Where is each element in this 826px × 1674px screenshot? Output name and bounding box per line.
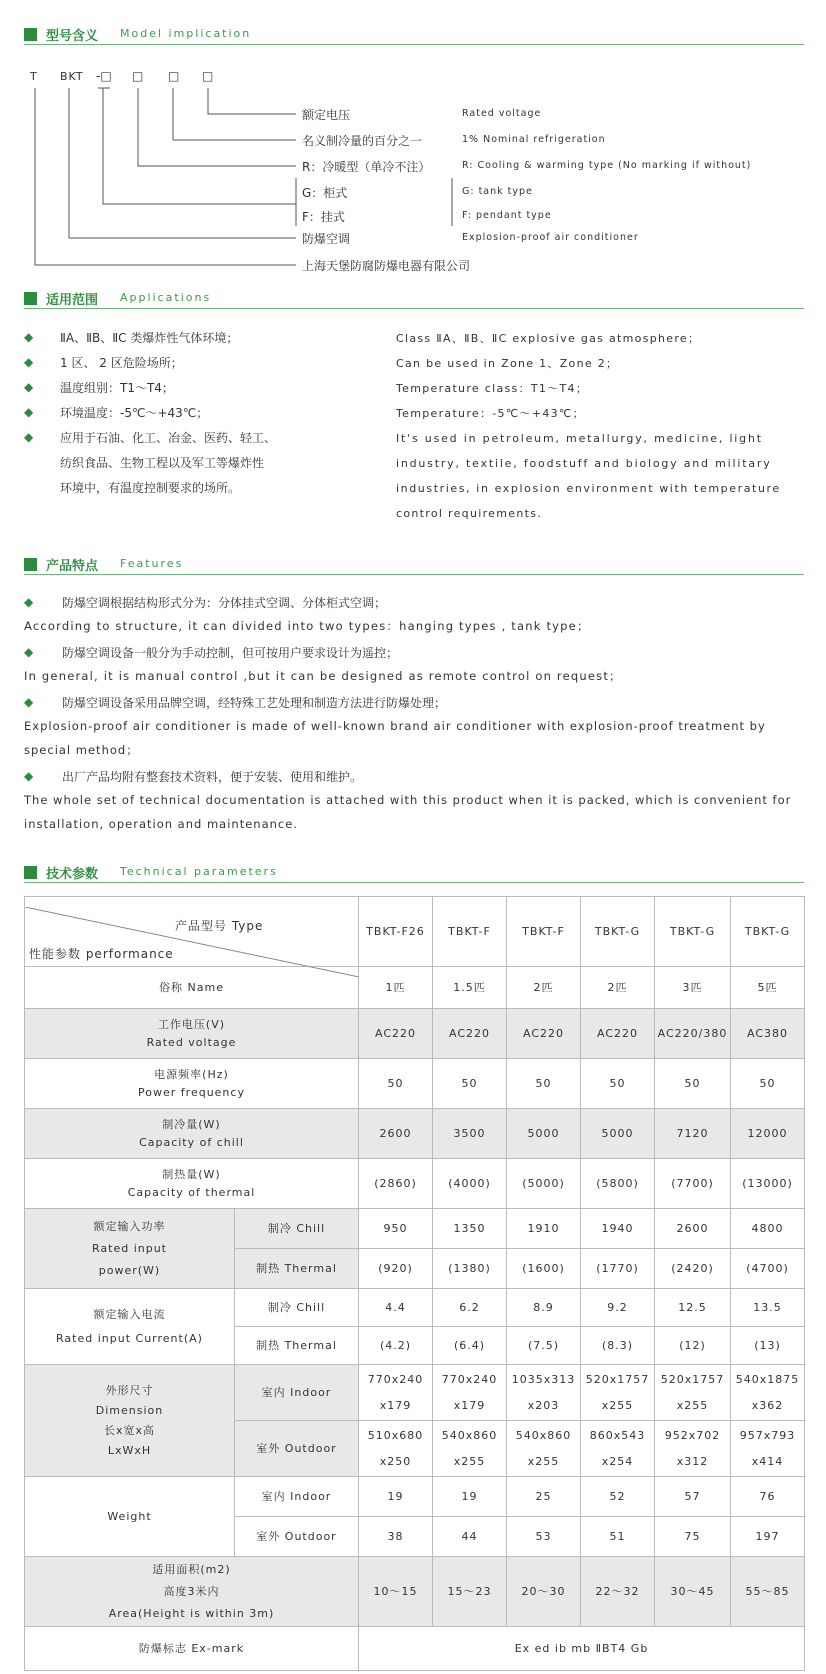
cell: 950	[359, 1209, 433, 1249]
cell: AC220/380	[655, 1009, 731, 1059]
diamond-bullet-icon: ◆	[24, 330, 34, 344]
row-label-en: Rated input	[92, 1241, 167, 1255]
app-zh: 纺织食品、生物工程以及军工等爆炸性	[60, 456, 265, 470]
app-en: Class ⅡA、ⅡB、ⅡC explosive gas atmosphere；	[396, 332, 701, 345]
cell: (7.5)	[507, 1327, 581, 1365]
sub-label: 室外 Outdoor	[235, 1517, 359, 1557]
cell: 76	[731, 1477, 805, 1517]
cell-line: x255	[676, 1398, 709, 1412]
sub-label: 室内 Indoor	[235, 1477, 359, 1517]
sub-label: 室内 Indoor	[235, 1365, 359, 1421]
cell: (12)	[655, 1327, 731, 1365]
model-row-zh: F：挂式	[302, 210, 345, 224]
cell: AC220	[433, 1009, 507, 1059]
diamond-bullet-icon: ◆	[24, 405, 34, 419]
sub-label: 制热 Thermal	[235, 1249, 359, 1289]
table-row	[25, 1557, 805, 1627]
model-row-zh: G：柜式	[302, 186, 348, 200]
cell-line: x254	[601, 1454, 634, 1468]
cell-line: x255	[601, 1398, 634, 1412]
cell: (2860)	[359, 1159, 433, 1209]
section-title-zh: 技术参数	[46, 867, 99, 882]
row-label-en: Area(Height is within 3m)	[108, 1606, 275, 1620]
cell: 19	[359, 1477, 433, 1517]
cell: 19	[433, 1477, 507, 1517]
cell: 8.9	[507, 1289, 581, 1327]
code-slot-2: □	[132, 69, 144, 83]
cell-line: 510x680	[367, 1428, 424, 1442]
cell: 53	[507, 1517, 581, 1557]
params-table	[24, 896, 805, 1671]
cell: (5800)	[581, 1159, 655, 1209]
cell: 9.2	[581, 1289, 655, 1327]
cell-line: 520x1757	[660, 1372, 725, 1386]
cell: (1770)	[581, 1249, 655, 1289]
code-slot-1: -□	[96, 69, 112, 83]
code-slot-3: □	[168, 69, 180, 83]
cell: (13000)	[731, 1159, 805, 1209]
app-en: Can be used in Zone 1、Zone 2；	[396, 357, 619, 370]
model-row-en: R: Cooling & warming type (No marking if without)	[462, 160, 752, 171]
table-row	[25, 1289, 805, 1327]
cell: 57	[655, 1477, 731, 1517]
model-row-en: Rated voltage	[462, 108, 542, 119]
cell: 15～23	[433, 1557, 507, 1627]
cell-line: 540x860	[515, 1428, 572, 1442]
cell-line: 770x240	[441, 1372, 498, 1386]
model-row-zh: 名义制冷量的百分之一	[302, 134, 423, 148]
cell: (920)	[359, 1249, 433, 1289]
model-row-en: 1% Nominal refrigeration	[462, 134, 606, 145]
cell: (6.4)	[433, 1327, 507, 1365]
cell-line: x362	[751, 1398, 784, 1412]
cell: AC220	[581, 1009, 655, 1059]
section-title-en: Features	[120, 557, 184, 570]
table-row	[25, 1627, 805, 1671]
cell-line: 1035x313	[511, 1372, 576, 1386]
cell-line: x312	[676, 1454, 709, 1468]
table-row	[25, 1365, 805, 1421]
row-label-zh: 额定输入电流	[93, 1307, 166, 1321]
model-row-en: G: tank type	[462, 186, 533, 197]
app-zh: 1 区、 2 区危险场所；	[60, 356, 183, 370]
row-label-en: Capacity of chill	[139, 1135, 244, 1149]
app-zh: ⅡA、ⅡB、ⅡC 类爆炸性气体环境；	[60, 331, 239, 345]
app-en: Temperature：-5℃～+43℃；	[396, 407, 585, 420]
cell: 2600	[359, 1109, 433, 1159]
cell-line: x414	[751, 1454, 784, 1468]
model-header: TBKT-F	[507, 897, 581, 967]
section-title-zh: 产品特点	[46, 559, 99, 574]
table-row	[25, 1059, 805, 1109]
section-square-icon	[24, 292, 37, 305]
cell: 3500	[433, 1109, 507, 1159]
cell: (7700)	[655, 1159, 731, 1209]
row-label-zh: 外形尺寸	[105, 1383, 154, 1397]
feature-en: Explosion-proof air conditioner is made of well-known brand air conditioner with explosion-proof treatment by special method；	[24, 719, 766, 757]
feature-zh: 防爆空调设备采用品牌空调，经特殊工艺处理和制造方法进行防爆处理；	[62, 696, 447, 710]
cell: 25	[507, 1477, 581, 1517]
row-label-en: Rated voltage	[146, 1035, 237, 1049]
row-label-zh: 额定输入功率	[93, 1219, 166, 1233]
cell: 1匹	[359, 967, 433, 1009]
section-applications-header	[24, 288, 804, 308]
cell: 50	[731, 1059, 805, 1109]
code-t: T	[30, 70, 38, 83]
section-title-zh: 适用范围	[46, 293, 99, 308]
cell: 50	[581, 1059, 655, 1109]
row-label-zh: 长x宽x高	[103, 1423, 156, 1437]
cell: 50	[507, 1059, 581, 1109]
app-en: control requirements.	[396, 507, 543, 520]
cell: 44	[433, 1517, 507, 1557]
sub-label: 制热 Thermal	[235, 1327, 359, 1365]
section-square-icon	[24, 866, 37, 879]
cell: 55～85	[731, 1557, 805, 1627]
cell: 52	[581, 1477, 655, 1517]
cell: AC220	[507, 1009, 581, 1059]
app-en: industry, textile, foodstuff and biology and military	[396, 457, 772, 470]
cell: (2420)	[655, 1249, 731, 1289]
model-row-zh: R：冷暖型（单冷不注）	[302, 160, 431, 174]
feature-zh: 防爆空调根据结构形式分为：分体挂式空调、分体柜式空调；	[62, 596, 387, 610]
section-params-header	[24, 862, 804, 882]
cell: 10～15	[359, 1557, 433, 1627]
diamond-bullet-icon: ◆	[24, 380, 34, 394]
cell: 1.5匹	[433, 967, 507, 1009]
section-title-en: Technical parameters	[120, 865, 278, 878]
cell: 2匹	[507, 967, 581, 1009]
header-type: 产品型号 Type	[175, 918, 264, 933]
model-row-zh: 上海天堡防腐防爆电器有限公司	[302, 259, 471, 273]
app-en: industries, in explosion environment with temperature	[396, 482, 781, 495]
cell: 1940	[581, 1209, 655, 1249]
model-row-en: Explosion-proof air conditioner	[462, 232, 639, 243]
row-label: Weight	[25, 1477, 235, 1557]
cell: 2600	[655, 1209, 731, 1249]
cell: (1380)	[433, 1249, 507, 1289]
cell: 50	[433, 1059, 507, 1109]
model-header: TBKT-G	[655, 897, 731, 967]
cell: 1910	[507, 1209, 581, 1249]
sub-label: 制冷 Chill	[235, 1289, 359, 1327]
cell: 1350	[433, 1209, 507, 1249]
row-label-zh: 电源频率(Hz)	[154, 1067, 229, 1081]
cell: (4700)	[731, 1249, 805, 1289]
app-zh: 环境中，有温度控制要求的场所。	[60, 481, 241, 495]
model-header: TBKT-G	[581, 897, 655, 967]
cell: 12.5	[655, 1289, 731, 1327]
row-label-en: Capacity of thermal	[127, 1185, 256, 1199]
diamond-bullet-icon: ◆	[24, 355, 34, 369]
cell-line: x179	[453, 1398, 486, 1412]
app-en: It's used in petroleum, metallurgy, medicine, light	[396, 432, 763, 445]
cell: 20～30	[507, 1557, 581, 1627]
feature-zh: 防爆空调设备一般分为手动控制，但可按用户要求设计为遥控；	[62, 646, 399, 660]
row-label-en: Dimension	[95, 1403, 164, 1417]
cell: (8.3)	[581, 1327, 655, 1365]
table-row	[25, 1109, 805, 1159]
row-label-en: Power frequency	[138, 1085, 245, 1099]
diamond-bullet-icon: ◆	[24, 595, 34, 609]
row-label-en: power(W)	[98, 1263, 161, 1277]
section-square-icon	[24, 558, 37, 571]
row-label-zh: 制热量(W)	[162, 1167, 221, 1181]
row-label-en: Rated input Current(A)	[56, 1331, 203, 1345]
cell-line: 520x1757	[585, 1372, 650, 1386]
exmark-value: Ex ed ib mb ⅡBT4 Gb	[359, 1627, 805, 1671]
cell: AC380	[731, 1009, 805, 1059]
cell: 7120	[655, 1109, 731, 1159]
sub-label: 室外 Outdoor	[235, 1421, 359, 1477]
section-title-zh: 型号含义	[46, 29, 99, 44]
cell: 4800	[731, 1209, 805, 1249]
cell: 4.4	[359, 1289, 433, 1327]
diamond-bullet-icon: ◆	[24, 695, 34, 709]
sub-label: 制冷 Chill	[235, 1209, 359, 1249]
cell-line: 952x702	[664, 1428, 721, 1442]
cell-line: x203	[527, 1398, 560, 1412]
cell-line: 860x543	[589, 1428, 646, 1442]
cell: 6.2	[433, 1289, 507, 1327]
code-bkt: BKT	[60, 70, 84, 83]
model-row-en: F: pendant type	[462, 210, 552, 221]
app-zh: 应用于石油、化工、冶金、医药、轻工、	[60, 431, 277, 445]
app-zh: 温度组别：T1～T4；	[60, 381, 174, 395]
diamond-bullet-icon: ◆	[24, 645, 34, 659]
cell: AC220	[359, 1009, 433, 1059]
cell: (4000)	[433, 1159, 507, 1209]
cell-line: x255	[527, 1454, 560, 1468]
cell: 5000	[507, 1109, 581, 1159]
table-row	[25, 1009, 805, 1059]
cell-line: x250	[379, 1454, 412, 1468]
model-connector-lines	[0, 0, 826, 300]
cell-line: 957x793	[739, 1428, 796, 1442]
cell: 50	[359, 1059, 433, 1109]
cell: 5匹	[731, 967, 805, 1009]
cell: (5000)	[507, 1159, 581, 1209]
model-header: TBKT-G	[731, 897, 805, 967]
cell-line: x255	[453, 1454, 486, 1468]
app-en: Temperature class：T1～T4；	[396, 382, 589, 395]
row-label-en: LxWxH	[107, 1443, 152, 1457]
cell: 75	[655, 1517, 731, 1557]
cell: 12000	[731, 1109, 805, 1159]
table-row	[25, 1159, 805, 1209]
model-row-zh: 防爆空调	[302, 232, 351, 246]
row-label-zh: 高度3米内	[163, 1584, 220, 1598]
header-perf: 性能参数 performance	[29, 946, 174, 961]
feature-en: In general, it is manual control ,but it can be designed as remote control on request；	[24, 669, 622, 683]
cell: 30～45	[655, 1557, 731, 1627]
cell: 13.5	[731, 1289, 805, 1327]
cell-line: 770x240	[367, 1372, 424, 1386]
feature-en: The whole set of technical documentation is attached with this product when it is packed, which is convenient for installation, operation and maintenance.	[24, 793, 792, 831]
row-label: 俗称 Name	[25, 967, 359, 1009]
feature-zh: 出厂产品均附有整套技术资料，便于安装、使用和维护。	[62, 770, 363, 784]
row-label-zh: 适用面积(m2)	[152, 1562, 231, 1576]
table-row	[25, 897, 805, 967]
model-row-zh: 额定电压	[302, 108, 351, 122]
cell: (13)	[731, 1327, 805, 1365]
cell: 3匹	[655, 967, 731, 1009]
section-features-header	[24, 554, 804, 574]
table-row	[25, 1209, 805, 1249]
cell: 22～32	[581, 1557, 655, 1627]
cell-line: x179	[379, 1398, 412, 1412]
model-header: TBKT-F	[433, 897, 507, 967]
section-title-en: Applications	[120, 291, 212, 304]
cell: (4.2)	[359, 1327, 433, 1365]
cell: (1600)	[507, 1249, 581, 1289]
cell: 38	[359, 1517, 433, 1557]
row-label-zh: 制冷量(W)	[162, 1117, 221, 1131]
cell: 50	[655, 1059, 731, 1109]
section-title-en: Model implication	[120, 27, 252, 40]
cell: 197	[731, 1517, 805, 1557]
code-slot-4: □	[202, 69, 214, 83]
cell-line: 540x860	[441, 1428, 498, 1442]
row-label-zh: 工作电压(V)	[157, 1017, 226, 1031]
cell: 5000	[581, 1109, 655, 1159]
app-zh: 环境温度：-5℃～+43℃；	[60, 406, 209, 420]
cell: 51	[581, 1517, 655, 1557]
cell: 2匹	[581, 967, 655, 1009]
model-header: TBKT-F26	[359, 897, 433, 967]
row-label: 防爆标志 Ex-mark	[25, 1627, 359, 1671]
diamond-bullet-icon: ◆	[24, 769, 34, 783]
cell-line: 540x1875	[735, 1372, 800, 1386]
table-row	[25, 1477, 805, 1517]
diamond-bullet-icon: ◆	[24, 430, 34, 444]
feature-en: According to structure, it can divided into two types：hanging types , tank type；	[24, 619, 590, 633]
